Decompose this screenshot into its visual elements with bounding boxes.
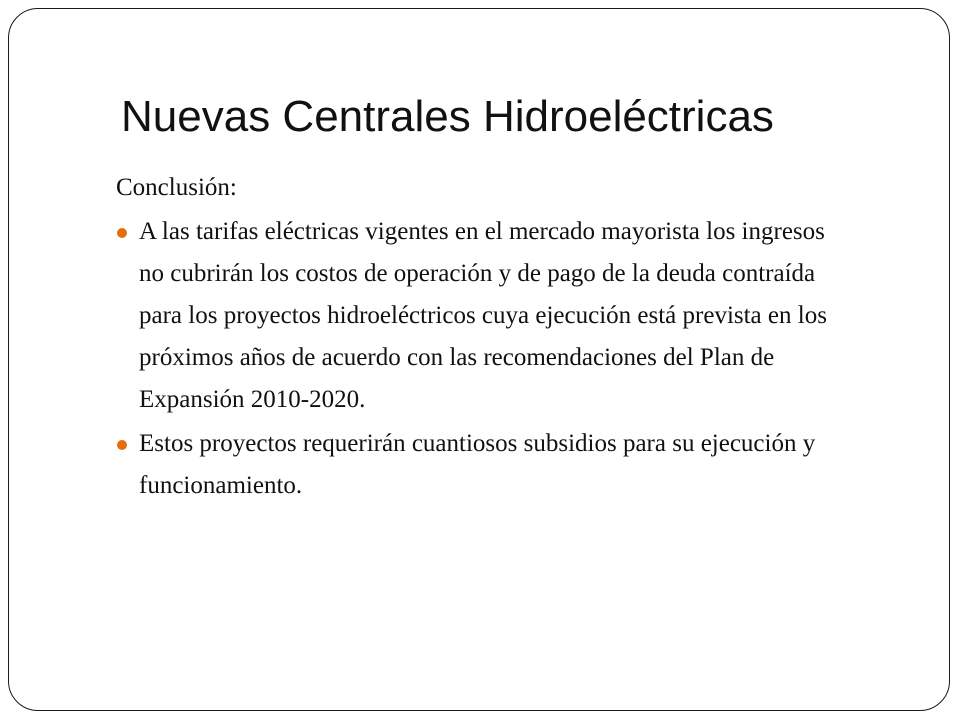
slide-frame xyxy=(8,8,950,711)
slide-content xyxy=(106,167,846,507)
bullet-item xyxy=(106,423,846,507)
bullet-dot-icon xyxy=(117,440,127,450)
bullet-text: A las tarifas eléctricas vigentes en el mercado mayorista los ingresos no cubrirán los costos de operación y de pago de la deuda contraída para los proyectos hidroeléctricos cuya ejecución está prevista en los próximos años de acuerdo con las recomendaciones del Plan de Expansión 2010-2020. xyxy=(139,218,827,413)
bullet-text: Estos proyectos requerirán cuantiosos subsidios para su ejecución y funcionamiento. xyxy=(139,430,816,499)
slide-title: Nuevas Centrales Hidroeléctricas xyxy=(121,92,774,141)
bullet-dot-icon xyxy=(117,228,127,238)
conclusion-heading: Conclusión: xyxy=(116,174,237,201)
bullet-item xyxy=(106,211,846,421)
